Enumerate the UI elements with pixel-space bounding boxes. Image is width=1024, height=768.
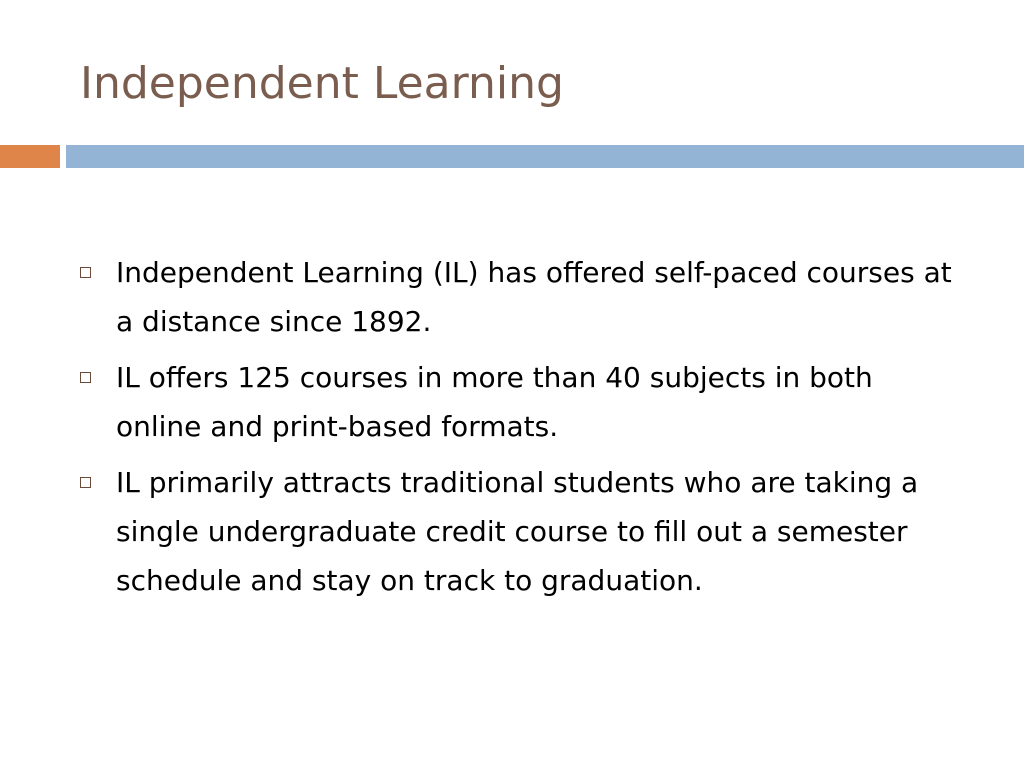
title-accent-bar (0, 145, 60, 168)
square-bullet-icon (80, 267, 91, 278)
bullet-item (80, 248, 960, 346)
bullet-item (80, 353, 960, 451)
bullet-text: Independent Learning (IL) has offered self-paced courses at a distance since 1892. (116, 256, 952, 338)
title-divider-bar (66, 145, 1024, 168)
slide-title: Independent Learning (80, 58, 564, 109)
square-bullet-icon (80, 477, 91, 488)
square-bullet-icon (80, 372, 91, 383)
bullet-text: IL primarily attracts traditional students who are taking a single undergraduate credit course to fill out a semester schedule and stay on track to graduation. (116, 466, 919, 597)
bullet-list (80, 248, 960, 612)
bullet-item (80, 458, 960, 605)
bullet-text: IL offers 125 courses in more than 40 subjects in both online and print-based formats. (116, 361, 873, 443)
